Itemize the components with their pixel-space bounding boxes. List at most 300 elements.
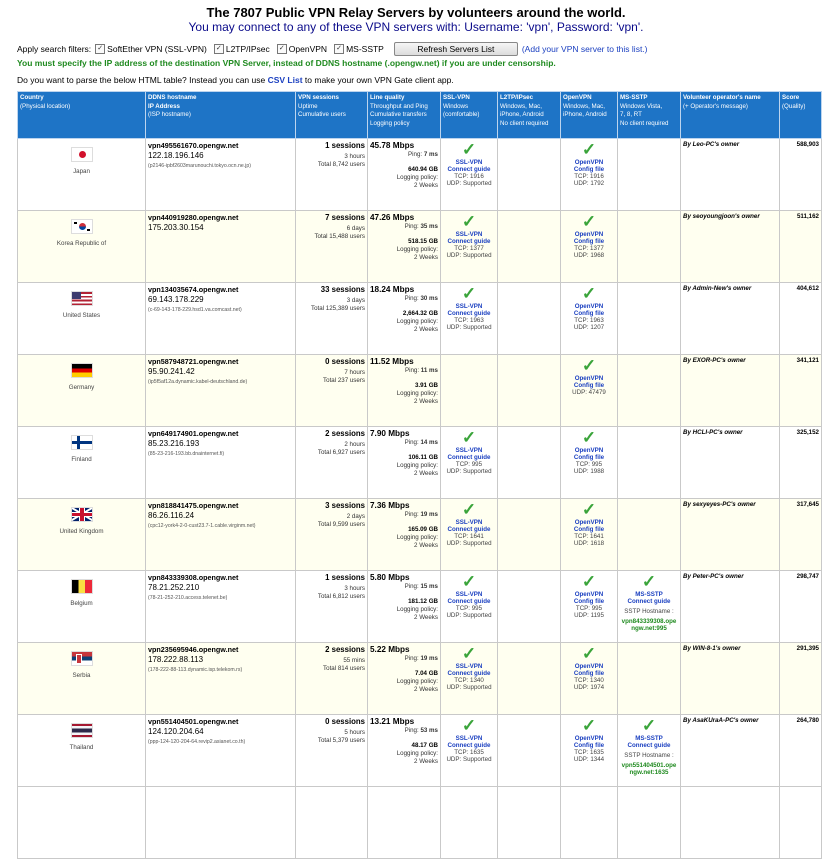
mssstp-cell	[618, 643, 681, 715]
ddns-cell	[146, 427, 296, 499]
config-file-link[interactable]: Config file	[573, 166, 605, 173]
filter-softether[interactable]: ✓ SoftEther VPN (SSL-VPN)	[95, 44, 207, 54]
connect-guide-link[interactable]: Connect guide	[627, 598, 671, 605]
ip-address: 78.21.252.210	[148, 583, 200, 592]
session-count: 1 sessions	[325, 141, 365, 150]
cumulative-transfer: 640.94 GB	[408, 166, 438, 173]
de-flag-icon	[71, 363, 93, 378]
ddns-hostname: vpn818841475.opengw.net	[148, 501, 239, 510]
us-flag-icon	[71, 291, 93, 306]
sessions-cell	[296, 715, 368, 787]
openvpn-udp-port: UDP: 1344	[573, 756, 605, 763]
ssl-vpn-cell	[441, 211, 498, 283]
throughput: 47.26 Mbps	[370, 213, 415, 222]
ip-address: 86.26.116.24	[148, 511, 195, 520]
ssl-vpn-cell	[441, 499, 498, 571]
operator-cell	[681, 355, 780, 427]
check-icon: ✓	[461, 500, 477, 519]
isp-hostname: (p2146-ipbf2603marunouchi.tokyo.ocn.ne.jp)	[148, 163, 251, 169]
logging-policy-value: 2 Weeks	[414, 398, 438, 405]
ssl-vpn-link[interactable]: SSL-VPN	[455, 663, 483, 670]
config-file-link[interactable]: Config file	[573, 310, 605, 317]
operator-name: By Peter-PC's owner	[683, 573, 744, 580]
operator-name: By AsaKUraA-PC's owner	[683, 717, 759, 724]
score-value: 588,903	[796, 141, 819, 148]
ssl-tcp-port: TCP: 1641	[454, 533, 484, 540]
operator-name: By Leo-PC's owner	[683, 141, 740, 148]
ssl-vpn-cell	[441, 283, 498, 355]
country-name: Serbia	[72, 672, 91, 679]
mssstp-cell	[618, 499, 681, 571]
ssl-udp: UDP: Supported	[446, 324, 492, 331]
isp-hostname: (ppp-124-120-204-64.revip2.asianet.co.th)	[148, 739, 246, 745]
connect-guide-link[interactable]: Connect guide	[447, 310, 491, 317]
openvpn-tcp-port: TCP: 1377	[574, 245, 604, 252]
ssl-vpn-link[interactable]: SSL-VPN	[455, 519, 483, 526]
l2tp-cell	[498, 139, 561, 211]
openvpn-udp-port: UDP: 1207	[573, 324, 605, 331]
uptime: 5 hours	[344, 729, 365, 736]
refresh-servers-button[interactable]: Refresh Servers List	[394, 42, 518, 56]
ddns-cell	[146, 355, 296, 427]
logging-policy-value: 2 Weeks	[414, 470, 438, 477]
cumulative-users: Total 15,488 users	[314, 233, 365, 240]
cumulative-transfer: 3.91 GB	[414, 382, 438, 389]
openvpn-link[interactable]: OpenVPN	[574, 231, 604, 238]
ddns-hostname: vpn495561670.opengw.net	[148, 141, 239, 150]
line-quality-cell	[368, 211, 441, 283]
uptime: 3 hours	[344, 585, 365, 592]
ssl-vpn-cell	[441, 571, 498, 643]
uptime: 7 hours	[344, 369, 365, 376]
cumulative-users: Total 237 users	[323, 377, 365, 384]
sessions-cell	[296, 283, 368, 355]
throughput: 7.90 Mbps	[370, 429, 410, 438]
cumulative-transfer: 48.17 GB	[411, 742, 438, 749]
ddns-cell	[146, 643, 296, 715]
ping: Ping: 19 ms	[404, 511, 438, 518]
openvpn-udp-port: UDP: 1988	[573, 468, 605, 475]
l2tp-cell	[498, 643, 561, 715]
jp-flag-icon	[71, 147, 93, 162]
config-file-link[interactable]: Config file	[573, 454, 605, 461]
filter-l2tp[interactable]: ✓ L2TP/IPsec	[214, 44, 270, 54]
isp-hostname: (c-69-143-178-229.hsd1.va.comcast.net)	[148, 307, 242, 313]
ssl-udp: UDP: Supported	[446, 684, 492, 691]
table-row	[18, 283, 822, 355]
uptime: 6 days	[346, 225, 365, 232]
check-icon: ✓	[581, 572, 597, 591]
openvpn-udp-port: UDP: 1195	[574, 612, 604, 619]
operator-cell	[681, 643, 780, 715]
score-value: 511,162	[796, 213, 819, 220]
operator-name: By seoyoungjoon's owner	[683, 213, 760, 220]
sstp-hostname-label: SSTP Hostname :	[624, 752, 674, 759]
openvpn-cell	[561, 211, 618, 283]
cumulative-users: Total 9,599 users	[317, 521, 365, 528]
isp-hostname: (178-222-88-113.dynamic.isp.telekom.rs)	[148, 667, 243, 673]
line-quality-cell	[368, 499, 441, 571]
operator-cell	[681, 571, 780, 643]
ssl-vpn-cell	[441, 139, 498, 211]
country-name: Finland	[71, 456, 92, 463]
ddns-cell	[146, 139, 296, 211]
parse-note: Do you want to parse the below HTML table? Instead you can use CSV List to make your own VPN Gate client app.	[17, 75, 454, 85]
cumulative-users: Total 814 users	[323, 665, 365, 672]
score-cell	[780, 283, 822, 355]
mssstp-cell	[618, 571, 681, 643]
operator-cell	[681, 139, 780, 211]
fi-flag-icon	[71, 435, 93, 450]
ssl-udp: UDP: Supported	[446, 540, 492, 547]
l2tp-cell	[498, 499, 561, 571]
config-file-link[interactable]: Config file	[573, 670, 605, 677]
config-file-link[interactable]: Config file	[573, 382, 605, 389]
uptime: 2 hours	[344, 441, 365, 448]
score-cell	[780, 499, 822, 571]
throughput: 45.78 Mbps	[370, 141, 415, 150]
connect-guide-link[interactable]: Connect guide	[447, 454, 491, 461]
ddns-cell	[146, 571, 296, 643]
ping: Ping: 14 ms	[404, 439, 438, 446]
openvpn-link[interactable]: OpenVPN	[574, 303, 604, 310]
openvpn-tcp-port: TCP: 1340	[574, 677, 604, 684]
config-file-link[interactable]: Config file	[573, 238, 605, 245]
sessions-cell	[296, 499, 368, 571]
l2tp-cell	[498, 715, 561, 787]
ddns-hostname: vpn134035674.opengw.net	[148, 285, 239, 294]
operator-cell	[681, 427, 780, 499]
csv-list-link[interactable]: CSV List	[267, 75, 303, 85]
sessions-cell	[296, 211, 368, 283]
cumulative-transfer: 165.09 GB	[408, 526, 438, 533]
check-icon: ✓	[581, 428, 597, 447]
col-line-quality: Line quality Throughput and Ping Cumulative transfers Logging policy	[368, 92, 441, 139]
checkbox-checked-icon[interactable]: ✓	[95, 44, 105, 54]
throughput: 13.21 Mbps	[370, 717, 415, 726]
connect-guide-link[interactable]: Connect guide	[447, 526, 491, 533]
country-cell	[18, 211, 146, 283]
openvpn-cell	[561, 427, 618, 499]
uptime: 3 days	[346, 297, 365, 304]
openvpn-link[interactable]: OpenVPN	[574, 375, 604, 382]
score-cell	[780, 211, 822, 283]
ssl-udp: UDP: Supported	[446, 252, 492, 259]
check-icon: ✓	[461, 140, 477, 159]
ip-address: 95.90.241.42	[148, 367, 195, 376]
check-icon: ✓	[581, 212, 597, 231]
col-mssstp: MS-SSTP Windows Vista, 7, 8, RT No client required	[618, 92, 681, 139]
ddns-hostname: vpn843339308.opengw.net	[148, 573, 239, 582]
isp-hostname: (cpc12-york4-2-0-cust23.7-1.cable.virginm.net)	[148, 523, 256, 529]
logging-policy-label: Logging policy:	[396, 534, 438, 541]
openvpn-cell	[561, 139, 618, 211]
openvpn-link[interactable]: OpenVPN	[574, 591, 604, 598]
country-cell	[18, 139, 146, 211]
logging-policy-value: 2 Weeks	[414, 542, 438, 549]
line-quality-cell	[368, 427, 441, 499]
score-value: 341,121	[796, 357, 819, 364]
check-icon: ✓	[461, 572, 477, 591]
ping: Ping: 35 ms	[404, 223, 438, 230]
openvpn-tcp-port: TCP: 1916	[574, 173, 604, 180]
ddns-cell	[146, 715, 296, 787]
country-name: Japan	[73, 168, 90, 175]
mssstp-cell	[618, 283, 681, 355]
ssl-vpn-link[interactable]: SSL-VPN	[455, 591, 483, 598]
country-cell	[18, 427, 146, 499]
check-icon: ✓	[461, 212, 477, 231]
config-file-link[interactable]: Config file	[573, 742, 605, 749]
table-row	[18, 571, 822, 643]
ssl-udp: UDP: Supported	[446, 180, 492, 187]
country-cell	[18, 283, 146, 355]
sessions-cell	[296, 643, 368, 715]
table-row	[18, 139, 822, 211]
table-row	[18, 499, 822, 571]
checkbox-checked-icon[interactable]: ✓	[334, 44, 344, 54]
country-name: United States	[62, 312, 101, 319]
l2tp-cell	[498, 283, 561, 355]
config-file-link[interactable]: Config file	[573, 598, 605, 605]
connect-guide-link[interactable]: Connect guide	[447, 166, 491, 173]
score-cell	[780, 427, 822, 499]
sessions-cell	[296, 427, 368, 499]
operator-cell	[681, 499, 780, 571]
openvpn-link[interactable]: OpenVPN	[574, 519, 604, 526]
openvpn-tcp-port: TCP: 1963	[574, 317, 604, 324]
connect-guide-link[interactable]: Connect guide	[627, 742, 671, 749]
operator-cell	[681, 715, 780, 787]
ddns-hostname: vpn235695946.opengw.net	[148, 645, 239, 654]
openvpn-tcp-port: TCP: 1635	[574, 749, 604, 756]
sessions-cell	[296, 571, 368, 643]
openvpn-tcp-port: TCP: 995	[575, 461, 603, 468]
uptime: 3 hours	[344, 153, 365, 160]
operator-name: By EXOR-PC's owner	[683, 357, 746, 364]
openvpn-link[interactable]: OpenVPN	[574, 447, 604, 454]
col-ssl-vpn: SSL-VPN Windows (comfortable)	[441, 92, 498, 139]
cumulative-transfer: 7.04 GB	[414, 670, 438, 677]
score-cell	[780, 571, 822, 643]
ssl-vpn-cell	[441, 643, 498, 715]
operator-name: By sexyeyes-PC's owner	[683, 501, 756, 508]
connect-guide-link[interactable]: Connect guide	[447, 598, 491, 605]
ssl-vpn-cell	[441, 715, 498, 787]
openvpn-cell	[561, 571, 618, 643]
logging-policy-value: 2 Weeks	[414, 182, 438, 189]
table-header-row	[18, 92, 822, 139]
ip-address: 69.143.178.229	[148, 295, 204, 304]
ping: Ping: 19 ms	[404, 655, 438, 662]
l2tp-cell	[498, 427, 561, 499]
ssl-vpn-link[interactable]: SSL-VPN	[455, 159, 483, 166]
col-ddns: DDNS hostname IP Address (ISP hostname)	[146, 92, 296, 139]
ddns-cell	[146, 499, 296, 571]
table-row	[18, 643, 822, 715]
openvpn-udp-port: UDP: 1792	[573, 180, 605, 187]
sstp-hostname: vpn551404501.opengw.net:1635	[621, 762, 677, 776]
sstp-hostname-label: SSTP Hostname :	[624, 608, 674, 615]
openvpn-udp-port: UDP: 1618	[573, 540, 605, 547]
openvpn-cell	[561, 715, 618, 787]
mssstp-cell	[618, 427, 681, 499]
connect-guide-link[interactable]: Connect guide	[447, 670, 491, 677]
check-icon: ✓	[581, 500, 597, 519]
score-cell	[780, 355, 822, 427]
openvpn-cell	[561, 283, 618, 355]
check-icon: ✓	[461, 428, 477, 447]
score-value: 264,780	[796, 717, 819, 724]
mssstp-cell	[618, 715, 681, 787]
l2tp-cell	[498, 355, 561, 427]
session-count: 2 sessions	[325, 645, 365, 654]
ssl-vpn-link[interactable]: SSL-VPN	[455, 447, 483, 454]
openvpn-cell	[561, 499, 618, 571]
ssl-vpn-link[interactable]: SSL-VPN	[455, 735, 483, 742]
col-sessions: VPN sessions Uptime Cumulative users	[296, 92, 368, 139]
openvpn-link[interactable]: OpenVPN	[574, 735, 604, 742]
logging-policy-label: Logging policy:	[396, 318, 438, 325]
filter-openvpn[interactable]: ✓ OpenVPN	[277, 44, 327, 54]
col-country: Country (Physical location)	[18, 92, 146, 139]
filters-label: Apply search filters:	[17, 44, 92, 54]
openvpn-tcp-port: TCP: 1641	[574, 533, 604, 540]
logging-policy-label: Logging policy:	[396, 174, 438, 181]
session-count: 33 sessions	[320, 285, 365, 294]
ssl-tcp-port: TCP: 1340	[454, 677, 484, 684]
ssl-udp: UDP: Supported	[446, 756, 492, 763]
throughput: 7.36 Mbps	[370, 501, 410, 510]
col-operator: Volunteer operator's name (+ Operator's message)	[681, 92, 780, 139]
ms-sstp-link[interactable]: MS-SSTP	[635, 591, 663, 598]
score-cell	[780, 715, 822, 787]
page-subtitle: You may connect to any of these VPN servers with: Username: 'vpn', Password: 'vpn'.	[188, 20, 644, 34]
score-cell	[780, 139, 822, 211]
page-title: The 7807 Public VPN Relay Servers by volunteers around the world.	[206, 5, 626, 20]
operator-name: By Admin-New's owner	[683, 285, 752, 292]
operator-cell	[681, 283, 780, 355]
openvpn-link[interactable]: OpenVPN	[574, 159, 604, 166]
ssl-tcp-port: TCP: 995	[455, 461, 483, 468]
ssl-tcp-port: TCP: 995	[455, 605, 483, 612]
logging-policy-label: Logging policy:	[396, 390, 438, 397]
checkbox-checked-icon[interactable]: ✓	[277, 44, 287, 54]
table-row	[18, 427, 822, 499]
logging-policy-label: Logging policy:	[396, 606, 438, 613]
logging-policy-label: Logging policy:	[396, 678, 438, 685]
filter-mssstp[interactable]: ✓ MS-SSTP	[334, 44, 384, 54]
country-name: United Kingdom	[59, 528, 104, 535]
be-flag-icon	[71, 579, 93, 594]
add-server-link[interactable]: (Add your VPN server to this list.)	[521, 44, 648, 54]
ping: Ping: 53 ms	[404, 727, 438, 734]
checkbox-checked-icon[interactable]: ✓	[214, 44, 224, 54]
country-cell	[18, 355, 146, 427]
ssl-vpn-cell	[441, 355, 498, 427]
logging-policy-label: Logging policy:	[396, 462, 438, 469]
ip-address: 122.18.196.146	[148, 151, 204, 160]
mssstp-cell	[618, 139, 681, 211]
connect-guide-link[interactable]: Connect guide	[447, 742, 491, 749]
table-row	[18, 355, 822, 427]
isp-hostname: (ip5f5af12a.dynamic.kabel-deutschland.de)	[148, 379, 248, 385]
score-value: 298,747	[796, 573, 819, 580]
config-file-link[interactable]: Config file	[573, 526, 605, 533]
ssl-udp: UDP: Supported	[446, 468, 492, 475]
openvpn-udp-port: UDP: 47479	[572, 389, 606, 396]
mssstp-cell	[618, 355, 681, 427]
session-count: 0 sessions	[325, 717, 365, 726]
logging-policy-value: 2 Weeks	[414, 686, 438, 693]
cumulative-transfer: 181.12 GB	[408, 598, 438, 605]
ddns-hostname: vpn551404501.opengw.net	[148, 717, 239, 726]
throughput: 5.22 Mbps	[370, 645, 410, 654]
cumulative-transfer: 518.15 GB	[408, 238, 438, 245]
ping: Ping: 7 ms	[408, 151, 438, 158]
col-openvpn: OpenVPN Windows, Mac, iPhone, Android	[561, 92, 618, 139]
uptime: 55 mins	[343, 657, 365, 664]
cumulative-users: Total 125,389 users	[310, 305, 365, 312]
l2tp-cell	[498, 211, 561, 283]
cumulative-users: Total 6,812 users	[317, 593, 365, 600]
line-quality-cell	[368, 283, 441, 355]
sstp-hostname: vpn843339308.opengw.net:995	[621, 618, 677, 632]
ddns-hostname: vpn440919280.opengw.net	[148, 213, 239, 222]
session-count: 1 sessions	[325, 573, 365, 582]
score-cell	[780, 643, 822, 715]
col-score: Score (Quality)	[780, 92, 822, 139]
isp-hostname: (78-21-252-210.access.telenet.be)	[148, 595, 228, 601]
ping: Ping: 30 ms	[404, 295, 438, 302]
check-icon: ✓	[461, 644, 477, 663]
line-quality-cell	[368, 139, 441, 211]
openvpn-udp-port: UDP: 1968	[573, 252, 605, 259]
l2tp-cell	[498, 571, 561, 643]
openvpn-cell	[561, 643, 618, 715]
connect-guide-link[interactable]: Connect guide	[447, 238, 491, 245]
score-value: 325,152	[796, 429, 819, 436]
ssl-vpn-link[interactable]: SSL-VPN	[455, 231, 483, 238]
openvpn-link[interactable]: OpenVPN	[574, 663, 604, 670]
country-name: Korea Republic of	[56, 240, 107, 247]
ddns-cell	[146, 211, 296, 283]
check-icon: ✓	[581, 284, 597, 303]
th-flag-icon	[71, 723, 93, 738]
cumulative-transfer: 106.11 GB	[408, 454, 438, 461]
servers-table	[17, 91, 822, 859]
throughput: 5.80 Mbps	[370, 573, 410, 582]
ssl-vpn-link[interactable]: SSL-VPN	[455, 303, 483, 310]
ip-address: 178.222.88.113	[148, 655, 204, 664]
session-count: 7 sessions	[325, 213, 365, 222]
ping: Ping: 11 ms	[404, 367, 438, 374]
score-value: 291,395	[796, 645, 819, 652]
check-icon: ✓	[581, 140, 597, 159]
ip-address: 85.23.216.193	[148, 439, 200, 448]
check-icon: ✓	[461, 284, 477, 303]
openvpn-udp-port: UDP: 1974	[573, 684, 605, 691]
score-value: 404,612	[796, 285, 819, 292]
censorship-warning: You must specify the IP address of the destination VPN Server, instead of DDNS hostname (.opengw.net) if you are under censorship.	[17, 58, 556, 68]
ip-address: 175.203.30.154	[148, 223, 204, 232]
line-quality-cell	[368, 715, 441, 787]
session-count: 2 sessions	[325, 429, 365, 438]
throughput: 11.52 Mbps	[370, 357, 414, 366]
ms-sstp-link[interactable]: MS-SSTP	[635, 735, 663, 742]
operator-name: By WIN-8-1's owner	[683, 645, 741, 652]
ddns-hostname: vpn587948721.opengw.net	[148, 357, 239, 366]
